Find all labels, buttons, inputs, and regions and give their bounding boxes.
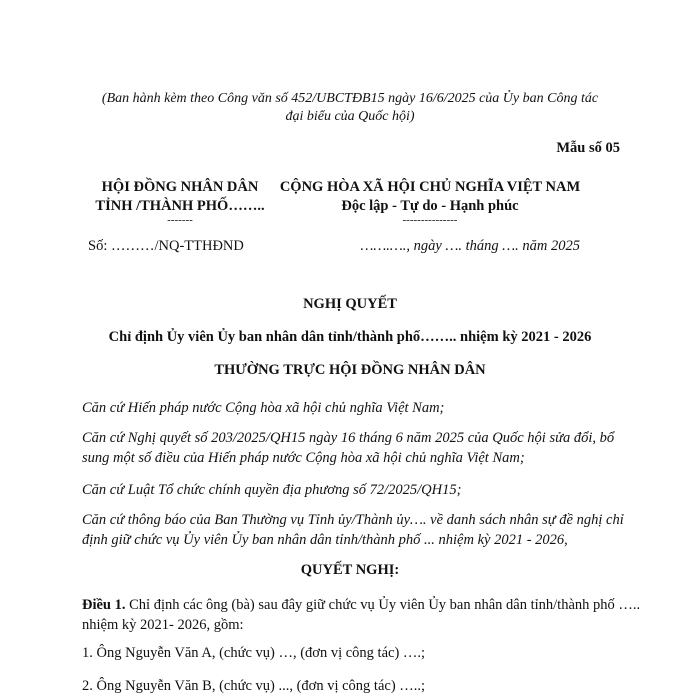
issuing-agency [70, 178, 290, 216]
place-date: …….…., ngày …. tháng …. năm 2025 [360, 238, 580, 254]
issued-note-line2: đại biểu của Quốc hội) [285, 109, 415, 124]
legal-basis-1: Căn cứ Hiến pháp nước Cộng hòa xã hội chủ nghĩa Việt Nam; [82, 400, 445, 416]
nation-separator: --------------- [402, 214, 458, 226]
form-number: Mẫu số 05 [556, 140, 620, 156]
article-1-text: Chỉ định các ông (bà) sau đây giữ chức vụ Ủy viên Ủy ban nhân dân tỉnh/thành phố ….. nhiệm kỳ 2021- 2026, gồm: [82, 597, 641, 633]
national-title [262, 178, 598, 216]
decision-heading: QUYẾT NGHỊ: [300, 562, 400, 578]
agency-line1: HỘI ĐỒNG NHÂN DÂN [101, 179, 259, 195]
issuing-authority: THƯỜNG TRỰC HỘI ĐỒNG NHÂN DÂN [214, 362, 486, 378]
issued-note [70, 90, 630, 126]
list-item: 2. Ông Nguyễn Văn B, (chức vụ) ..., (đơn vị công tác) …..; [82, 678, 426, 694]
document-type: NGHỊ QUYẾT [303, 296, 397, 312]
legal-basis-3: Căn cứ Luật Tổ chức chính quyền địa phương số 72/2025/QH15; [82, 482, 462, 498]
issued-note-line1: (Ban hành kèm theo Công văn số 452/UBCTĐB15 ngày 16/6/2025 của Ủy ban Công tác [101, 91, 599, 106]
legal-basis-4: Căn cứ thông báo của Ban Thường vụ Tỉnh ủy/Thành ủy…. về danh sách nhân sự đề nghị chỉ định giữ chức vụ Ủy viên Ủy ban nhân dân tỉnh/thành phố ... nhiệm kỳ 2021 - 2026, [82, 512, 624, 548]
document-number: Số: ………/NQ-TTHĐND [88, 238, 244, 254]
article-1 [82, 595, 642, 635]
legal-basis-2: Căn cứ Nghị quyết số 203/2025/QH15 ngày 16 tháng 6 năm 2025 của Quốc hội sửa đổi, bổ sung một số điều của Hiến pháp nước Cộng hòa xã hội chủ nghĩa Việt Nam; [82, 430, 615, 466]
agency-line2: TỈNH /THÀNH PHỐ…….. [95, 198, 265, 214]
article-1-label: Điều 1. [82, 597, 126, 613]
nation-motto: Độc lập - Tự do - Hạnh phúc [341, 198, 519, 214]
agency-separator: ------- [167, 214, 193, 226]
document-subject: Chỉ định Ủy viên Ủy ban nhân dân tỉnh/thành phố…….. nhiệm kỳ 2021 - 2026 [108, 329, 592, 345]
nation-line1: CỘNG HÒA XÃ HỘI CHỦ NGHĨA VIỆT NAM [279, 179, 581, 195]
list-item: 1. Ông Nguyễn Văn A, (chức vụ) …, (đơn vị công tác) ….; [82, 645, 426, 661]
